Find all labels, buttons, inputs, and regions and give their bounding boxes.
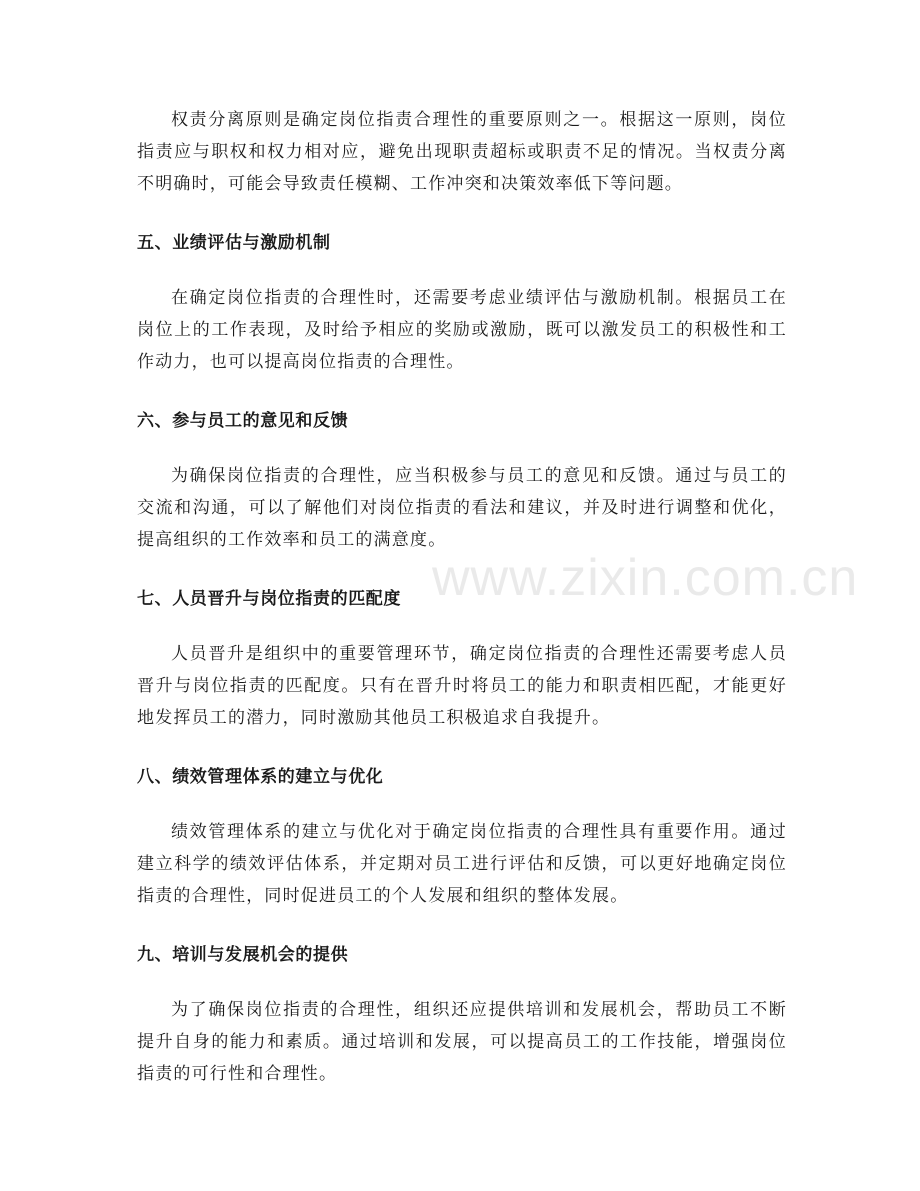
section-heading: 九、培训与发展机会的提供: [137, 945, 349, 965]
section-5: [137, 227, 787, 378]
section-8: [137, 761, 787, 912]
section-6: [137, 405, 787, 556]
intro-paragraph: 权责分离原则是确定岗位指责合理性的重要原则之一。根据这一原则，岗位指责应与职权和权力相对应，避免出现职责超标或职责不足的情况。当权责分离不明确时，可能会导致责任模糊、工作冲突和决策效率低下等问题。: [137, 110, 787, 194]
section-paragraph: 为确保岗位指责的合理性，应当积极参与员工的意见和反馈。通过与员工的交流和沟通，可以了解他们对岗位指责的看法和建议，并及时进行调整和优化，提高组织的工作效率和员工的满意度。: [137, 466, 787, 550]
section-paragraph: 为了确保岗位指责的合理性，组织还应提供培训和发展机会，帮助员工不断提升自身的能力和素质。通过培训和发展，可以提高员工的工作技能，增强岗位指责的可行性和合理性。: [137, 1000, 787, 1084]
section-heading: 六、参与员工的意见和反馈: [137, 411, 349, 431]
section-paragraph: 人员晋升是组织中的重要管理环节，确定岗位指责的合理性还需要考虑人员晋升与岗位指责的匹配度。只有在晋升时将员工的能力和职责相匹配，才能更好地发挥员工的潜力，同时激励其他员工积极追求自我提升。: [137, 644, 787, 728]
section-heading: 八、绩效管理体系的建立与优化: [137, 767, 384, 787]
watermark: www.zixin.com.cn: [432, 549, 859, 607]
section-paragraph: 绩效管理体系的建立与优化对于确定岗位指责的合理性具有重要作用。通过建立科学的绩效评估体系，并定期对员工进行评估和反馈，可以更好地确定岗位指责的合理性，同时促进员工的个人发展和组织的整体发展。: [137, 822, 787, 906]
document-page: [137, 104, 787, 1090]
section-7: [137, 583, 787, 734]
section-paragraph: 在确定岗位指责的合理性时，还需要考虑业绩评估与激励机制。根据员工在岗位上的工作表现，及时给予相应的奖励或激励，既可以激发员工的积极性和工作动力，也可以提高岗位指责的合理性。: [137, 288, 787, 372]
section-heading: 五、业绩评估与激励机制: [137, 233, 331, 253]
section-9: [137, 939, 787, 1090]
section-heading: 七、人员晋升与岗位指责的匹配度: [137, 589, 401, 609]
